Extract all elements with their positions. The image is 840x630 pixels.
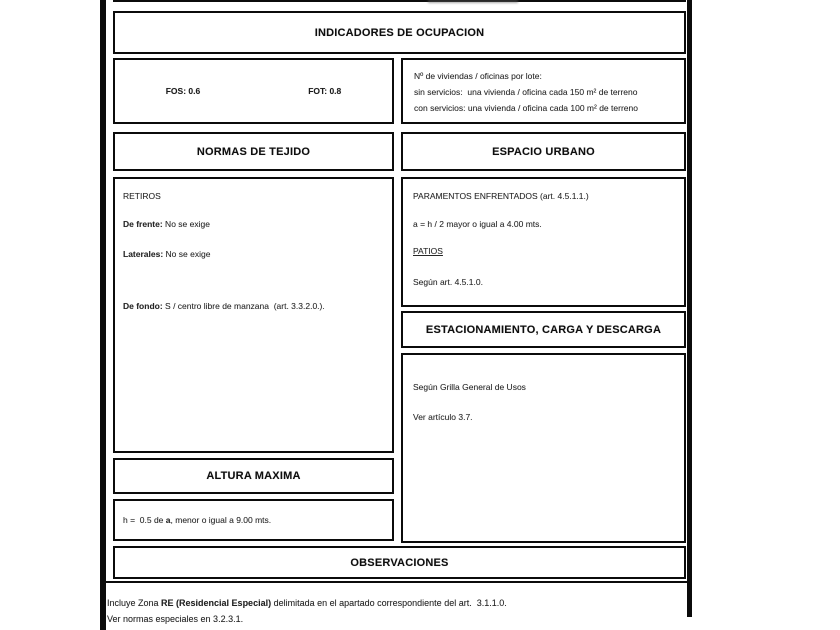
laterales-value: No se exige xyxy=(163,249,211,259)
paramentos-enfrentados-line: PARAMENTOS ENFRENTADOS (art. 4.5.1.1.) xyxy=(413,191,589,201)
cut-off-text-remnant xyxy=(428,0,518,3)
laterales-label: Laterales: xyxy=(123,249,164,259)
retiro-laterales xyxy=(123,249,392,260)
estacionamiento-cell xyxy=(401,353,686,543)
viviendas-line-1: Nº de viviendas / oficinas por lote: xyxy=(414,71,542,81)
de-frente-value: No se exige xyxy=(162,219,210,229)
estacionamiento-header xyxy=(401,311,686,348)
altura-maxima-header xyxy=(113,458,394,494)
altura-rule-bold: a xyxy=(165,514,171,525)
indicadores-ocupacion-title: INDICADORES DE OCUPACION xyxy=(314,26,485,39)
observaciones-title: OBSERVACIONES xyxy=(350,556,449,569)
ver-articulo-line: Ver artículo 3.7. xyxy=(413,412,473,422)
altura-maxima-title: ALTURA MAXIMA xyxy=(206,470,301,482)
espacio-urbano-cell xyxy=(401,177,686,307)
retiro-de-frente xyxy=(123,219,392,230)
de-fondo-label: De fondo: xyxy=(123,301,163,311)
espacio-urbano-header xyxy=(401,132,686,171)
observaciones-line-1 xyxy=(107,595,691,611)
table-outer-left-border xyxy=(100,0,106,630)
estacionamiento-title: ESTACIONAMIENTO, CARGA Y DESCARGA xyxy=(425,323,662,336)
grilla-usos-line: Según Grilla General de Usos xyxy=(413,382,526,392)
espacio-urbano-title: ESPACIO URBANO xyxy=(492,145,595,158)
de-fondo-value: S / centro libre de manzana (art. 3.3.2.0.). xyxy=(162,301,325,311)
patios-rule-line: Según art. 4.5.1.0. xyxy=(413,277,483,287)
normas-tejido-header xyxy=(113,132,394,171)
viviendas-por-lote-cell xyxy=(401,58,686,124)
viviendas-line-2: sin servicios: una vivienda / oficina cada 150 m² de terreno xyxy=(414,87,638,97)
patios-heading: PATIOS xyxy=(413,246,443,256)
fot-value: FOT: 0.8 xyxy=(308,86,342,96)
retiro-de-fondo xyxy=(123,301,392,312)
altura-maxima-cell xyxy=(113,499,394,541)
altura-rule-pre: h = 0.5 de xyxy=(123,514,166,525)
table-outer-right-border xyxy=(687,0,692,617)
observaciones-cell xyxy=(100,581,691,630)
indicadores-ocupacion-header xyxy=(113,11,686,54)
de-frente-label: De frente: xyxy=(123,219,163,229)
normas-tejido-title: NORMAS DE TEJIDO xyxy=(196,145,311,158)
paramentos-formula-line: a = h / 2 mayor o igual a 4.00 mts. xyxy=(413,219,542,229)
fos-fot-cell xyxy=(113,58,394,124)
viviendas-line-3: con servicios: una vivienda / oficina cada 100 m² de terreno xyxy=(414,103,638,113)
observaciones-header xyxy=(113,546,686,579)
observaciones-line1-pre: Incluye Zona xyxy=(107,598,162,608)
fos-value: FOS: 0.6 xyxy=(165,86,201,96)
retiros-cell xyxy=(113,177,394,453)
observaciones-line1-bold: RE (Residencial Especial) xyxy=(161,598,272,608)
observaciones-line-2: Ver normas especiales en 3.2.3.1. xyxy=(107,614,244,624)
observaciones-line1-post: delimitada en el apartado correspondiente del art. 3.1.1.0. xyxy=(271,598,507,608)
altura-rule-post: , menor o igual a 9.00 mts. xyxy=(170,514,272,525)
altura-rule-line xyxy=(123,515,271,526)
retiros-heading: RETIROS xyxy=(123,191,161,201)
cut-off-row-bottom-border xyxy=(113,0,686,2)
